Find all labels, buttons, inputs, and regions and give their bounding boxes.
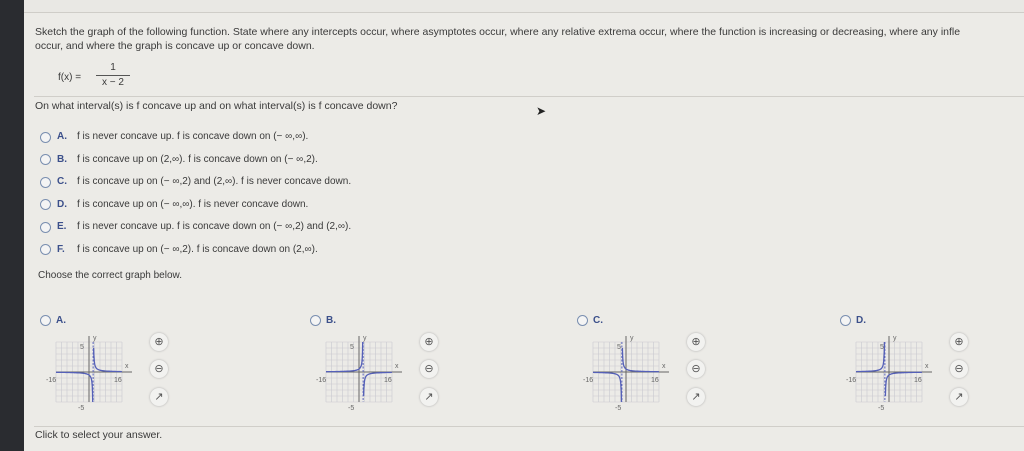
y-max-label: 5 bbox=[880, 344, 884, 351]
graph-plot bbox=[46, 332, 136, 422]
divider bbox=[24, 12, 1024, 13]
x-axis-label: x bbox=[395, 363, 399, 370]
answer-option-a[interactable] bbox=[40, 131, 308, 143]
option-text: f is concave up on (− ∞,2). f is concave down on (2,∞). bbox=[77, 243, 318, 255]
answer-option-d[interactable] bbox=[40, 199, 308, 211]
concavity-prompt: On what interval(s) is f concave up and on what interval(s) is f concave down? bbox=[35, 100, 398, 112]
zoom-out-icon[interactable]: ⊖ bbox=[420, 360, 438, 378]
y-max-label: 5 bbox=[80, 344, 84, 351]
divider bbox=[34, 426, 1024, 427]
y-max-label: 5 bbox=[350, 344, 354, 351]
y-min-label: -5 bbox=[615, 405, 622, 412]
question-text-line2: occur, and where the graph is concave up or concave down. bbox=[35, 40, 315, 52]
answer-option-e[interactable] bbox=[40, 221, 351, 233]
option-text: f is never concave up. f is concave down on (− ∞,∞). bbox=[77, 131, 309, 142]
zoom-in-icon[interactable]: ⊕ bbox=[687, 333, 705, 351]
graph-plot bbox=[583, 332, 673, 422]
function-formula bbox=[58, 62, 178, 94]
graph-option[interactable] bbox=[577, 315, 607, 326]
open-new-window-icon[interactable]: ↗ bbox=[420, 388, 438, 406]
open-new-window-icon[interactable]: ↗ bbox=[150, 388, 168, 406]
question-text-line1: Sketch the graph of the following function. State where any intercepts occur, where asymptotes occur, where any relative extrema occur, where the function is increasing or decreasing, where any infle bbox=[35, 26, 961, 38]
function-lhs: f(x) = bbox=[58, 72, 82, 83]
option-letter: B. bbox=[57, 153, 67, 165]
graph-plot bbox=[316, 332, 406, 422]
x-axis-label: x bbox=[662, 363, 666, 370]
radio-button[interactable] bbox=[840, 315, 851, 326]
x-max-label: 16 bbox=[384, 377, 392, 384]
y-axis-label: y bbox=[630, 335, 634, 342]
footer-instruction: Click to select your answer. bbox=[35, 429, 163, 441]
y-max-label: 5 bbox=[617, 344, 621, 351]
curve-left-branch bbox=[593, 372, 622, 402]
y-min-label: -5 bbox=[78, 405, 85, 412]
radio-button[interactable] bbox=[40, 177, 51, 188]
x-min-label: -16 bbox=[316, 377, 327, 384]
fraction bbox=[96, 62, 130, 89]
radio-button[interactable] bbox=[40, 154, 51, 165]
x-min-label: -16 bbox=[583, 377, 594, 384]
x-max-label: 16 bbox=[914, 377, 922, 384]
option-letter: A. bbox=[56, 315, 66, 326]
option-letter: C. bbox=[57, 176, 67, 187]
function-denominator: x − 2 bbox=[102, 77, 124, 88]
option-letter: A. bbox=[57, 131, 67, 142]
option-letter: B. bbox=[326, 315, 336, 326]
answer-option-c[interactable] bbox=[40, 176, 351, 188]
option-text: f is concave up on (− ∞,∞). f is never concave down. bbox=[77, 198, 309, 210]
option-letter: D. bbox=[856, 315, 866, 326]
graph-option[interactable] bbox=[310, 315, 340, 326]
radio-button[interactable] bbox=[40, 132, 51, 143]
x-max-label: 16 bbox=[114, 377, 122, 384]
x-axis-label: x bbox=[125, 363, 129, 370]
option-letter: C. bbox=[593, 315, 603, 326]
option-text: f is never concave up. f is concave down on (− ∞,2) and (2,∞). bbox=[77, 221, 352, 232]
zoom-out-icon[interactable]: ⊖ bbox=[687, 360, 705, 378]
y-axis-label: y bbox=[93, 335, 97, 342]
option-text: f is concave up on (− ∞,2) and (2,∞). f is never concave down. bbox=[77, 176, 352, 187]
option-letter: E. bbox=[57, 221, 67, 232]
x-min-label: -16 bbox=[846, 377, 857, 384]
radio-button[interactable] bbox=[310, 315, 321, 326]
zoom-in-icon[interactable]: ⊕ bbox=[950, 333, 968, 351]
radio-button[interactable] bbox=[577, 315, 588, 326]
zoom-in-icon[interactable]: ⊕ bbox=[420, 333, 438, 351]
divider bbox=[34, 96, 1024, 97]
y-axis-label: y bbox=[893, 335, 897, 342]
zoom-out-icon[interactable]: ⊖ bbox=[950, 360, 968, 378]
x-min-label: -16 bbox=[46, 377, 57, 384]
question-page bbox=[24, 12, 1024, 451]
radio-button[interactable] bbox=[40, 199, 51, 210]
option-text: f is concave up on (2,∞). f is concave down on (− ∞,2). bbox=[77, 153, 318, 165]
radio-button[interactable] bbox=[40, 244, 51, 255]
x-axis-label: x bbox=[925, 363, 929, 370]
fraction-bar bbox=[96, 75, 130, 76]
graph-option[interactable] bbox=[840, 315, 870, 326]
zoom-out-icon[interactable]: ⊖ bbox=[150, 360, 168, 378]
mouse-cursor-icon: ➤ bbox=[536, 104, 547, 118]
x-max-label: 16 bbox=[651, 377, 659, 384]
y-min-label: -5 bbox=[348, 405, 355, 412]
radio-button[interactable] bbox=[40, 315, 51, 326]
open-new-window-icon[interactable]: ↗ bbox=[950, 388, 968, 406]
answer-option-b[interactable] bbox=[40, 154, 318, 166]
function-numerator: 1 bbox=[110, 62, 116, 73]
answer-option-f[interactable] bbox=[40, 244, 318, 256]
graph-option[interactable] bbox=[40, 315, 70, 326]
radio-button[interactable] bbox=[40, 222, 51, 233]
graph-prompt: Choose the correct graph below. bbox=[38, 270, 182, 281]
graph-plot bbox=[846, 332, 936, 422]
option-letter: D. bbox=[57, 198, 67, 210]
option-letter: F. bbox=[57, 243, 65, 255]
y-axis-label: y bbox=[363, 335, 367, 342]
zoom-in-icon[interactable]: ⊕ bbox=[150, 333, 168, 351]
screen-bezel bbox=[0, 0, 24, 451]
y-min-label: -5 bbox=[878, 405, 885, 412]
open-new-window-icon[interactable]: ↗ bbox=[687, 388, 705, 406]
